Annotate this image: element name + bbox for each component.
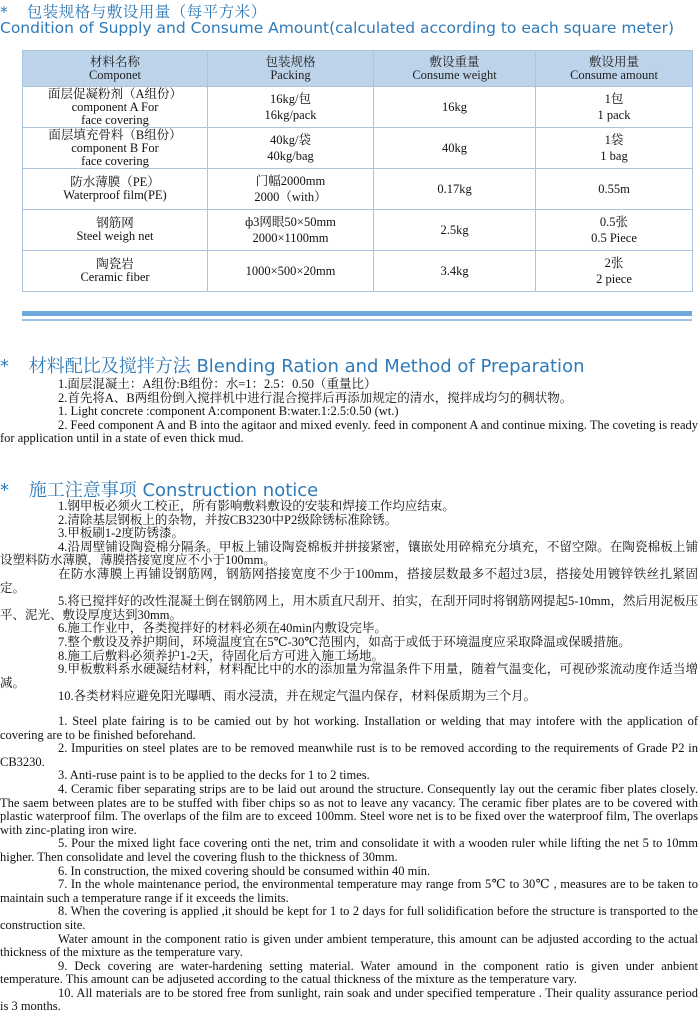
cell-line: Waterproof film(PE) xyxy=(63,188,167,202)
paragraph: 5.将已搅拌好的改性混凝土倒在钢筋网上，用木质直尺刮开、拍实，在刮开同时将钢筋网提起5-10mm，然后用泥板压平、泥光、敷设厚度达到30mm。 xyxy=(0,594,698,622)
cell-line: Steel weigh net xyxy=(76,229,154,243)
notice-text-zh xyxy=(0,500,698,704)
paragraph: 7. In the whole maintenance period, the environmental temperature may range from 5℃ to 30℃ , measures are to be taken to maintain such a temperature range if it exceeds the limits. xyxy=(0,877,698,905)
bullet-star: * xyxy=(0,480,9,501)
cell-line: 40kg/bag xyxy=(267,149,314,163)
paragraph: 2. Impurities on steel plates are to be removed meanwhile rust is to be removed according to the requirements of Grade P2 in CB3230. xyxy=(0,741,698,769)
cell-line: Ceramic fiber xyxy=(80,270,150,284)
cell-line: 2 piece xyxy=(596,272,632,286)
paragraph: 8.施工后敷料必须养护1-2天，待固化后方可进入施工场地。 xyxy=(58,648,385,663)
table-row xyxy=(23,210,693,251)
cell-line: 1000×500×20mm xyxy=(245,264,336,278)
section-title-supply-en: Condition of Supply and Consume Amount(calculated according to each square meter) xyxy=(0,19,675,37)
table-row xyxy=(23,87,693,128)
divider-rule-thin xyxy=(22,319,692,321)
column-header xyxy=(208,51,374,87)
cell-line: 3.4kg xyxy=(440,263,469,278)
table-cell-amount xyxy=(536,87,693,128)
cell-line: 陶瓷岩 xyxy=(96,257,134,271)
table-header-row xyxy=(23,51,693,87)
table-cell-weight xyxy=(374,251,536,292)
paragraph: 3.甲板刷1-2度防锈漆。 xyxy=(58,526,185,541)
paragraph: 9. Deck covering are water-hardening setting material. Water amound in the component ratio is given under anbient temperature. This amount can be adjuseted according to the catual thickness of the mixture as the temperature vary. xyxy=(0,958,698,987)
bullet-star: * xyxy=(0,356,9,377)
cell-line: component A For xyxy=(71,99,159,114)
cell-line: 防水薄膜（PE） xyxy=(70,175,160,189)
cell-line: component B For xyxy=(71,140,159,155)
table-cell-amount xyxy=(536,128,693,169)
cell-line: ф3网眼50×50mm xyxy=(245,215,336,229)
paragraph: 7.整个敷设及养护期间，环境温度宜在5℃-30℃范围内，如高于或低于环境温度应采取降温或保暖措施。 xyxy=(58,634,631,649)
supply-table xyxy=(22,50,693,292)
cell-line: face covering xyxy=(81,153,149,168)
paragraph: 9.甲板敷料系水硬凝结材料，材料配比中的水的添加量为常温条件下用量，随着气温变化，可视砂浆流动度作适当增减。 xyxy=(0,662,698,690)
paragraph: 10.各类材料应避免阳光曝晒、雨水浸渍，并在规定气温内保存，材料保质期为三个月。 xyxy=(58,689,537,704)
paragraph: 1. Steel plate fairing is to be camied out by hot working. Installation or welding that may intofere with the application of covering are to be finished beforehand. xyxy=(0,714,698,742)
table-cell-amount xyxy=(536,251,693,292)
column-header-zh: 敷设重量 xyxy=(429,54,480,69)
table-cell-packing xyxy=(208,210,374,251)
section-title-blending xyxy=(0,352,584,378)
cell-line: 40kg xyxy=(442,140,467,155)
cell-line: 1 pack xyxy=(597,108,631,122)
column-header-en: Consume amount xyxy=(570,67,658,82)
table-row xyxy=(23,128,693,169)
section-title-text: 施工注意事项 Construction notice xyxy=(28,480,319,501)
table-cell-weight xyxy=(374,87,536,128)
paragraph: 5. Pour the mixed light face covering onti the net, trim and consolidate it with a wooden ruler while lifting the net 5 to 10mm higher. Then consolidate and level the covering flush to the thickness of 30mm. xyxy=(0,836,698,864)
cell-line: 0.55m xyxy=(598,182,630,196)
paragraph: 1.面层混凝土：A组份:B组份：水=1：2.5：0.50（重量比） xyxy=(58,377,377,391)
cell-line: 16kg/pack xyxy=(264,108,317,122)
table-cell-weight xyxy=(374,210,536,251)
column-header-en: Packing xyxy=(270,67,311,82)
paragraph: 1.钢甲板必须火工校正，所有影响敷料敷设的安装和焊接工作均应结束。 xyxy=(58,499,455,513)
cell-line: 1包 xyxy=(604,92,624,106)
paragraph: 4. Ceramic fiber separating strips are to be laid out around the structure. Consequently lay out the ceramic fiber plates closely. The saem between plates are to be stuffed with fiber chips so as not to leave any vacancy. The ceramic fiber plates are to be covered with plastic waterproof film. The overlaps of the film are to exceed 100mm. Steel wore net is to be fixed over the waterproof film, The overlaps with zinc-plating iron wire. xyxy=(0,781,698,837)
paragraph: 8. When the covering is applied ,it should be kept for 1 to 2 days for full solidification before the structure is transported to the construction site. xyxy=(0,904,698,932)
column-header-en: Consume weight xyxy=(412,67,497,82)
paragraph: 3. Anti-ruse paint is to be applied to the decks for 1 to 2 times. xyxy=(58,768,370,783)
cell-line: 面层促凝粉剂（A组份） xyxy=(47,86,183,101)
cell-line: 2.5kg xyxy=(440,222,469,237)
cell-line: 0.5张 xyxy=(599,215,629,229)
paragraph: 在防水薄膜上再铺设钢筋网，钢筋网搭接宽度不少于100mm，搭接层数最多不超过3层，搭接处用镀锌铁丝扎紧固定。 xyxy=(0,566,698,595)
section-title-zh: 包装规格与敷设用量（每平方米） xyxy=(26,3,267,21)
paragraph: Water amount in the component ratio is given under ambient temperature, this amount can be adjusted according to the actual thickness of the mixture as the temperature vary. xyxy=(0,931,698,960)
cell-line: 1袋 xyxy=(604,133,624,147)
table-cell-name xyxy=(23,87,208,128)
cell-line: 面层填充骨料（B组份） xyxy=(48,127,182,142)
paragraph: 4.沿周壁铺设陶瓷棉分隔条。甲板上铺设陶瓷棉板并拼接紧密，镶嵌处用碎棉充分填充，不留空隙。在陶瓷棉板上铺设塑料防水薄膜，薄膜搭接宽度应不小于100mm。 xyxy=(0,539,698,568)
cell-line: face covering xyxy=(81,112,149,127)
cell-line: 2000×1100mm xyxy=(252,231,329,245)
paragraph: 6.施工作业中，各类搅拌好的材料必须在40min内敷设完毕。 xyxy=(58,621,387,636)
paragraph: 2.首先将A、B两组份倒入搅拌机中进行混合搅拌后再添加规定的清水，搅拌成均匀的稠状物。 xyxy=(58,390,573,405)
table-cell-name xyxy=(23,210,208,251)
table-cell-name xyxy=(23,128,208,169)
table-cell-amount xyxy=(536,210,693,251)
blending-text xyxy=(0,378,698,446)
cell-line: 16kg xyxy=(442,99,467,114)
cell-line: 2张 xyxy=(604,256,624,270)
table-cell-packing xyxy=(208,251,374,292)
column-header-zh: 敷设用量 xyxy=(588,54,639,69)
cell-line: 16kg/包 xyxy=(270,92,311,106)
paragraph: 10. All materials are to be stored free from sunlight, rain soak and under specified temperature . Their quality assurance period is 3 months. xyxy=(0,985,698,1014)
cell-line: 40kg/袋 xyxy=(270,133,311,147)
notice-text-en xyxy=(0,715,698,1014)
table-body xyxy=(23,87,693,292)
column-header xyxy=(23,51,208,87)
column-header-zh: 材料名称 xyxy=(89,54,140,69)
column-header-en: Componet xyxy=(88,67,142,82)
table-cell-name xyxy=(23,251,208,292)
table-cell-weight xyxy=(374,169,536,210)
cell-line: 2000（with） xyxy=(254,190,327,204)
column-header xyxy=(374,51,536,87)
table-row xyxy=(23,169,693,210)
table-cell-packing xyxy=(208,128,374,169)
cell-line: 0.5 Piece xyxy=(591,231,637,245)
section-title-text: 材料配比及搅拌方法 Blending Ration and Method of Preparation xyxy=(28,356,585,377)
paragraph: 2.清除基层钢板上的杂物，并按CB3230中P2级除锈标准除锈。 xyxy=(58,512,398,527)
paragraph: 1. Light concrete :component A:component B:water.1:2.5:0.50 (wt.) xyxy=(58,404,399,419)
cell-line: 门幅2000mm xyxy=(255,174,326,188)
table-cell-weight xyxy=(374,128,536,169)
column-header-zh: 包装规格 xyxy=(265,54,316,69)
paragraph: 6. In construction, the mixed covering should be consumed within 40 min. xyxy=(58,863,431,878)
divider-rule xyxy=(22,311,692,316)
table-cell-amount xyxy=(536,169,693,210)
table-cell-packing xyxy=(208,87,374,128)
bullet-star: * xyxy=(0,3,8,21)
table-row xyxy=(23,251,693,292)
column-header xyxy=(536,51,693,87)
cell-line: 1 bag xyxy=(600,149,628,163)
cell-line: 钢筋网 xyxy=(96,216,134,230)
paragraph: 2. Feed component A and B into the agitaor and mixed evenly. feed in component A and continue mixing. The coveting is ready for application until in a state of even thick mud. xyxy=(0,417,698,446)
table-cell-packing xyxy=(208,169,374,210)
cell-line: 0.17kg xyxy=(437,181,472,196)
table-cell-name xyxy=(23,169,208,210)
